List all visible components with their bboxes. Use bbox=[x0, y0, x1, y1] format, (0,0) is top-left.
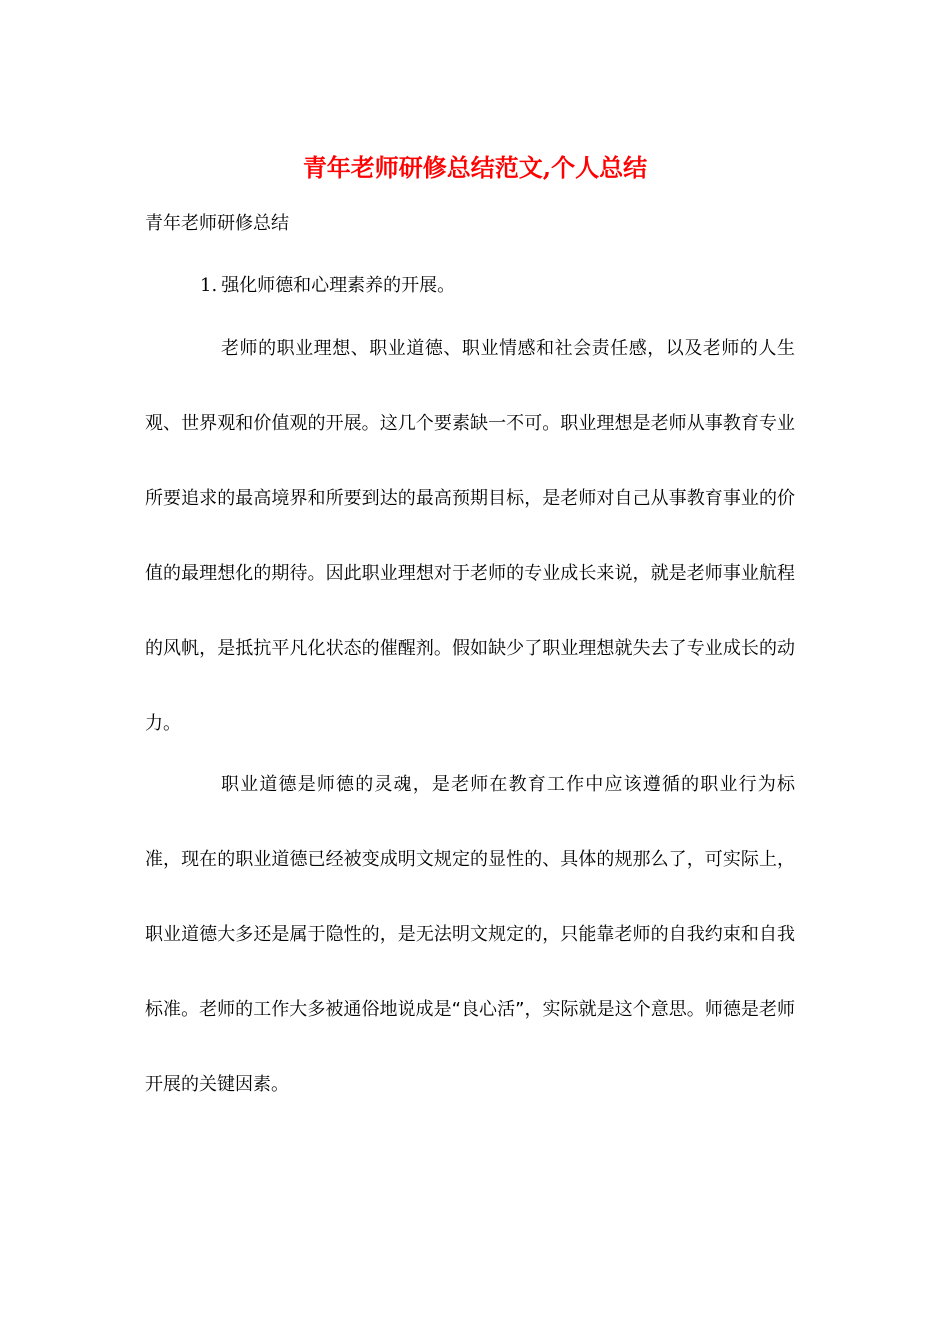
document-subtitle: 青年老师研修总结 bbox=[145, 213, 289, 234]
section-heading-text: 强化师德和心理素养的开展。 bbox=[221, 275, 456, 296]
section-heading bbox=[200, 272, 455, 300]
body-paragraph-2: 职业道德是师德的灵魂，是老师在教育工作中应该遵循的职业行为标准，现在的职业道德已经被变成明文规定的显性的、具体的规那么了，可实际上，职业道德大多还是属于隐性的，是无法明文规定的，只能靠老师的自我约束和自我标准。老师的工作大多被通俗地说成是“良心活”，实际就是这个意思。师德是老师开展的关键因素。 bbox=[145, 774, 795, 1095]
section-number: 1. bbox=[200, 275, 218, 296]
body-paragraph-1: 老师的职业理想、职业道德、职业情感和社会责任感，以及老师的人生观、世界观和价值观的开展。这几个要素缺一不可。职业理想是老师从事教育专业所要追求的最高境界和所要到达的最高预期目标，是老师对自己从事教育事业的价值的最理想化的期待。因此职业理想对于老师的专业成长来说，就是老师事业航程的风帆，是抵抗平凡化状态的催醒剂。假如缺少了职业理想就失去了专业成长的动力。 bbox=[145, 338, 795, 734]
document-title: 青年老师研修总结范文,个人总结 bbox=[302, 153, 648, 182]
